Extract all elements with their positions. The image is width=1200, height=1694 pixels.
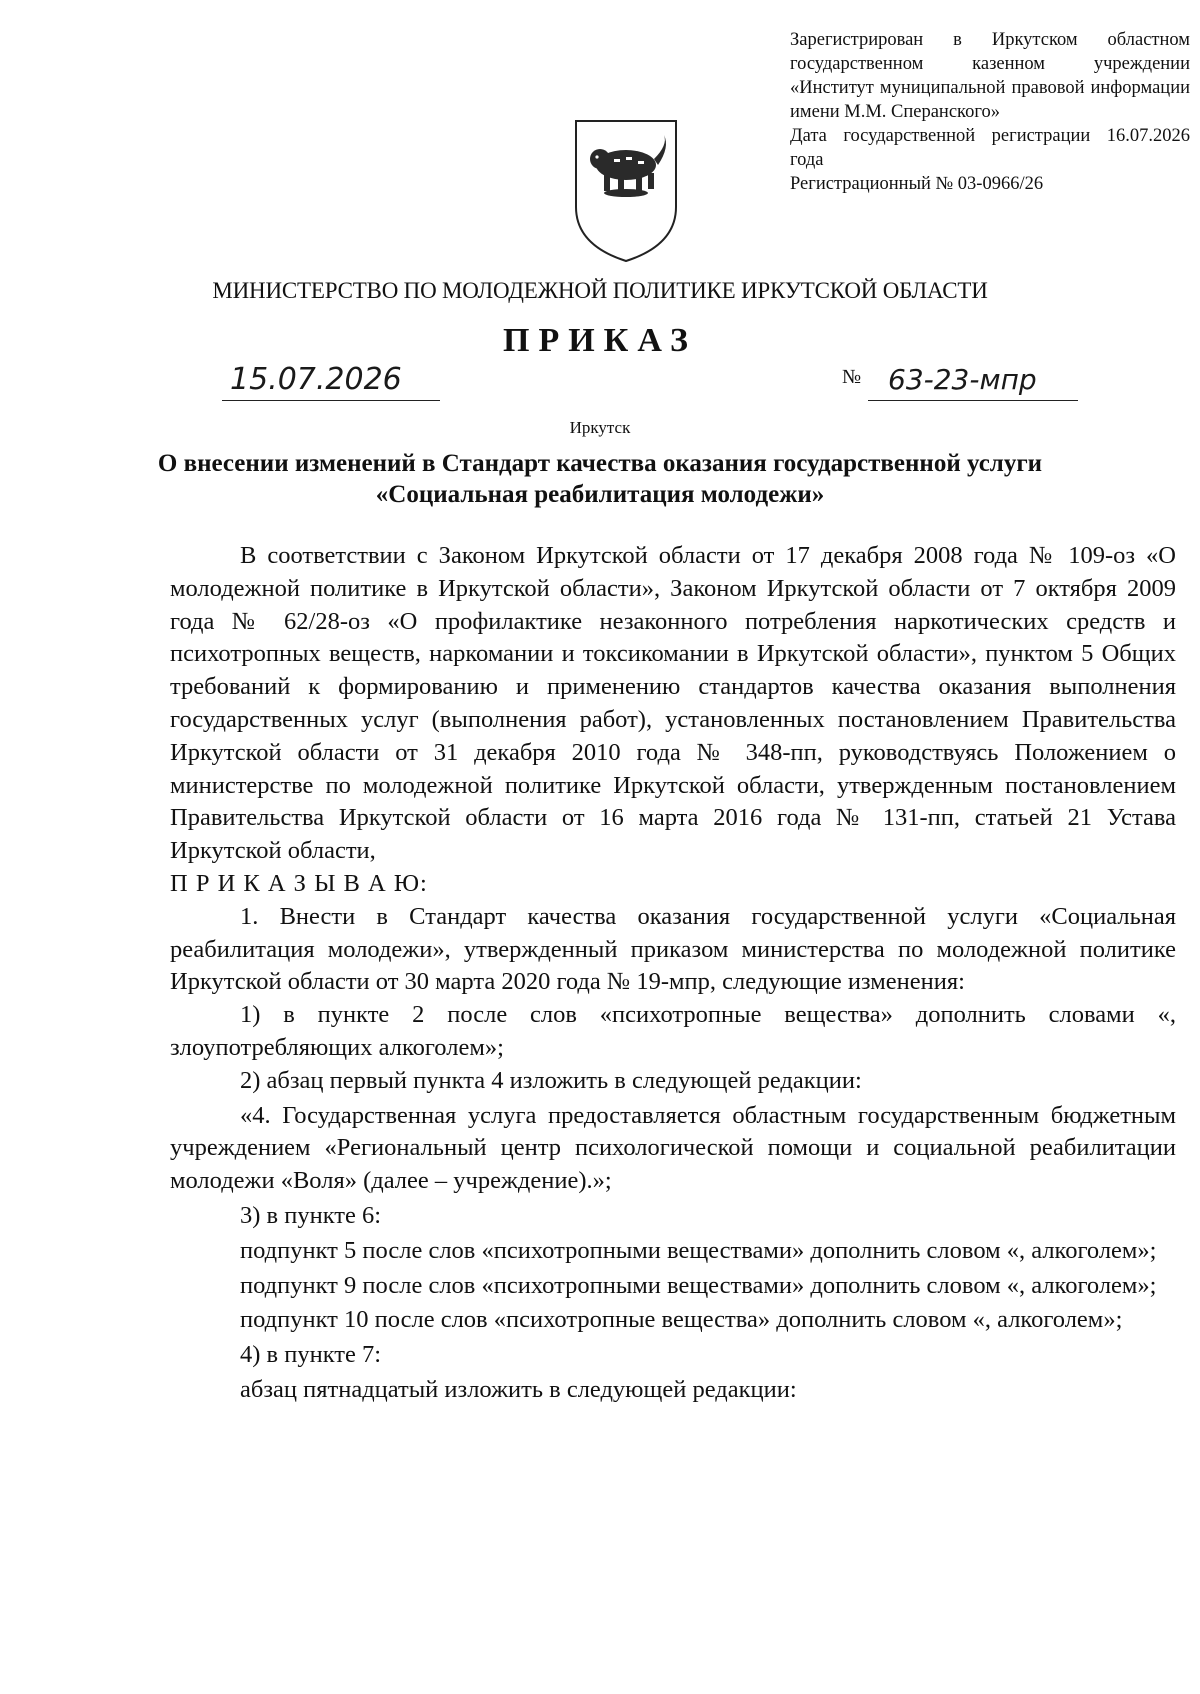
quote-item-4: «4. Государственная услуга предоставляется областным государственным бюджетным учреждением «Региональный центр психологической помощи и социальной реабилитации молодежи «Воля» (далее – учреждение).»; xyxy=(170,1101,1176,1195)
preamble: В соответствии с Законом Иркутской области от 17 декабря 2008 года № 109-оз «О молодежной политике в Иркутской области», Законом Иркутской области от 7 октября 2009 года № 62/28-оз «О профилактике незаконного потребления наркотических средств и психотропных веществ, наркомании и токсикомании в Иркутской области», пунктом 5 Общих требований к формированию и применению стандартов качества оказания выполнения государственных услуг (выполнения работ), установленных постановлением Правительства Иркутской области от 31 декабря 2010 года № 348-пп, руководствуясь Положением о министерстве по молодежной политике Иркутской области, утвержденным постановлением Правительства Иркутской области от 16 марта 2016 года № 131-пп, статьей 21 Устава Иркутской области, xyxy=(170,542,1176,865)
order-word: П Р И К А З Ы В А Ю: xyxy=(170,869,428,897)
subitem-3: 3) в пункте 6: xyxy=(240,1201,382,1229)
subitem-3b: подпункт 9 после слов «психотропными веществами» дополнить словом «, алкоголем»; xyxy=(240,1271,1157,1299)
registration-institution: Зарегистрирован в Иркутском областном государственном казенном учреждении «Институт муниципальной правовой информации имени М.М. Сперанского» xyxy=(790,30,1190,122)
irkutsk-coat-of-arms-icon xyxy=(570,115,682,265)
registration-date: Дата государственной регистрации 16.07.2026 года xyxy=(790,126,1190,170)
document-type: ПРИКАЗ xyxy=(503,322,697,359)
ministry-name: МИНИСТЕРСТВО ПО МОЛОДЕЖНОЙ ПОЛИТИКЕ ИРКУТСКОЙ ОБЛАСТИ xyxy=(212,278,988,303)
subitem-4: 4) в пункте 7: xyxy=(240,1341,382,1369)
subitem-4a: абзац пятнадцатый изложить в следующей редакции: xyxy=(240,1375,797,1403)
subitem-3a: подпункт 5 после слов «психотропными веществами» дополнить словом «, алкоголем»; xyxy=(240,1236,1157,1264)
order-number-prefix: № xyxy=(842,366,862,388)
subitem-1: 1) в пункте 2 после слов «психотропные вещества» дополнить словами «, злоупотребляющих алкоголем»; xyxy=(170,1001,1176,1061)
order-date: 15.07.2026 xyxy=(222,360,440,401)
item-1: 1. Внести в Стандарт качества оказания государственной услуги «Социальная реабилитация молодежи», утвержденный приказом министерства по молодежной политике Иркутской области от 30 марта 2020 года № 19-мпр, следующие изменения: xyxy=(170,902,1176,996)
city: Иркутск xyxy=(569,418,631,437)
registration-stamp xyxy=(790,28,1190,196)
order-number: 63-23-мпр xyxy=(868,360,1078,401)
subitem-2: 2) абзац первый пункта 4 изложить в следующей редакции: xyxy=(240,1066,862,1094)
registration-number: Регистрационный № 03-0966/26 xyxy=(790,174,1044,194)
document-title: О внесении изменений в Стандарт качества оказания государственной услуги «Социальная реабилитация молодежи» xyxy=(157,450,1043,508)
document-body xyxy=(170,540,1176,1407)
subitem-3c: подпункт 10 после слов «психотропные вещества» дополнить словом «, алкоголем»; xyxy=(240,1306,1123,1334)
